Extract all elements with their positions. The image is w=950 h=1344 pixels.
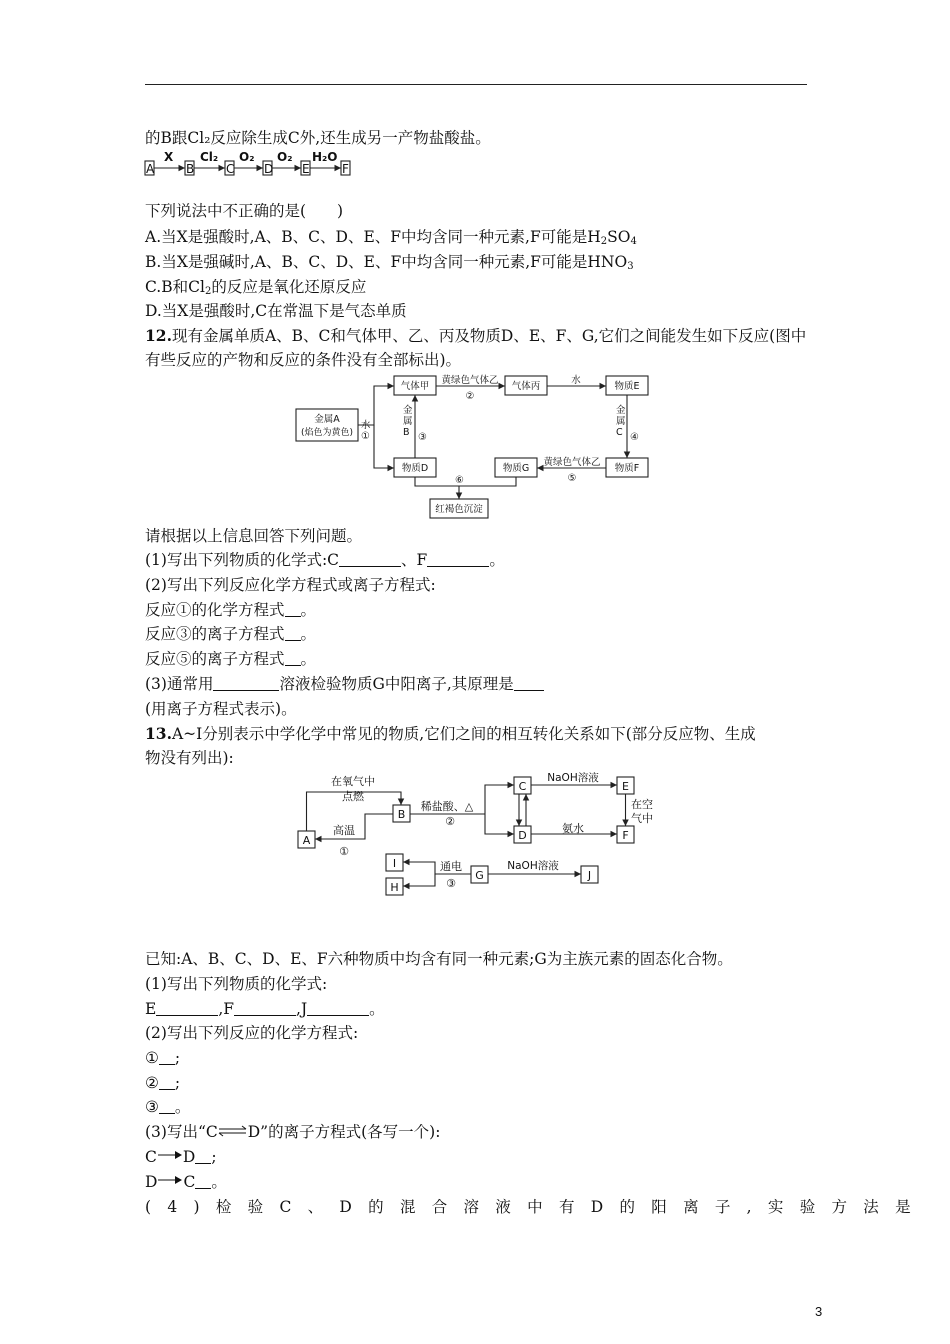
q12-blank-c[interactable] [339,552,401,567]
q12-reaction-5-end: 。 [300,650,317,668]
q13-reaction-diagram [295,770,665,902]
svg-text:①: ① [339,845,349,858]
q12-reaction-1-end: 。 [300,601,317,619]
box-substance-d [394,458,436,477]
svg-text:气中: 气中 [631,812,653,825]
svg-text:在氧气中: 在氧气中 [331,775,375,788]
svg-text:③: ③ [418,432,427,443]
q13-equation-1 [145,1048,180,1068]
svg-text:H: H [390,881,399,894]
svg-text:C: C [518,780,527,793]
svg-text:属: 属 [616,416,626,427]
chain-label-cl2: Cl₂ [200,150,219,164]
svg-text:C: C [226,162,235,176]
q13-d-to-c [145,1172,227,1192]
q12-part3-text-b: 溶液检验物质G中阳离子,其原理是 [279,675,514,693]
q11-stem: 下列说法中不正确的是( ) [145,202,344,220]
q13-stem-line1 [145,724,756,744]
svg-text:F: F [622,829,629,842]
svg-text:(焰色为黄色): (焰色为黄色) [300,428,354,438]
q13-d-to-c-from: D [145,1173,158,1191]
q12-number: 12. [145,326,172,345]
right-arrow-icon [157,1150,183,1160]
q12-part3-text-a: (3)通常用 [145,675,214,693]
q11-option-b-sub: 3 [627,261,634,272]
chain-node-f [341,161,350,176]
q13-eq2-label: ② [145,1074,159,1092]
svg-text:A: A [302,834,311,847]
box-metal-a [296,409,358,441]
q13-part4: (4)检验C、D的混合溶液中有D的阳离子,实验方法是 [145,1198,927,1216]
svg-text:G: G [475,869,484,882]
q13-blank-eq2[interactable] [159,1075,175,1090]
svg-text:I: I [392,857,397,870]
box-d [514,826,531,843]
svg-text:稀盐酸、△: 稀盐酸、△ [420,800,474,813]
svg-text:金: 金 [403,405,413,416]
q13-blank-f[interactable] [234,1001,296,1016]
q11-option-c-sub: 2 [204,286,212,297]
chain-node-a [145,161,155,176]
header-rule [145,84,807,85]
q12-reaction-3-text: 反应③的离子方程式 [145,625,285,643]
q13-number: 13. [145,724,172,743]
q12-reaction-1-text: 反应①的化学方程式 [145,601,285,619]
chain-label-h2o: H₂O [312,150,338,164]
svg-text:③: ③ [446,877,456,890]
q13-d-to-c-to: C [183,1173,196,1191]
svg-text:E: E [302,162,310,176]
svg-text:气体丙: 气体丙 [511,381,541,392]
q13-blank-j[interactable] [307,1001,369,1016]
q13-part3-text-b: D”的离子方程式(各写一个): [247,1123,441,1141]
q13-eq1-label: ① [145,1049,159,1067]
svg-text:NaOH溶液: NaOH溶液 [507,860,559,872]
chain-label-x: X [164,150,174,164]
q12-stem-line1 [145,326,806,346]
svg-text:D: D [518,829,527,842]
svg-text:B: B [403,427,410,438]
q13-blank-eq1[interactable] [159,1050,175,1065]
chain-node-c [225,161,234,176]
svg-text:C: C [616,427,623,438]
q13-blank-eq3[interactable] [159,1099,175,1114]
box-precipitate [430,499,488,518]
svg-text:物质G: 物质G [502,463,530,474]
q13-blank-c-to-d[interactable] [195,1149,211,1164]
q11-option-c[interactable] [145,277,366,302]
svg-text:②: ② [465,391,475,402]
q12-part1-text-b: 、F [401,551,428,569]
q12-blank-r1[interactable] [285,602,301,617]
q13-c-to-d-to: D [182,1148,196,1166]
chain-label-o2-1: O₂ [239,150,255,164]
svg-text:属: 属 [403,416,413,427]
q12-part1-text-a: (1)写出下列物质的化学式:C [145,551,340,569]
q11-option-a-mid: SO [607,228,631,246]
q13-stem-line2: 物没有列出): [145,749,234,767]
q13-part3 [145,1122,440,1142]
q11-option-d[interactable]: D.当X是强酸时,C在常温下是气态单质 [145,302,407,320]
svg-text:红褐色沉淀: 红褐色沉淀 [435,504,483,515]
q12-blank-reagent[interactable] [213,676,279,691]
q13-part2: (2)写出下列反应的化学方程式: [145,1024,359,1042]
q12-label-1: ① [361,431,370,442]
q13-c-to-d-end: ; [211,1148,217,1166]
q13-equation-3 [145,1097,190,1117]
q12-reaction-1 [145,600,316,620]
svg-text:E: E [622,780,629,793]
q13-part1: (1)写出下列物质的化学式: [145,975,328,993]
q12-part3 [145,674,544,694]
q13-known: 已知:A、B、C、D、E、F六种物质中均含有同一种元素;G为主族元素的固态化合物。 [145,950,733,968]
svg-text:物质D: 物质D [401,463,429,474]
q12-intro: 请根据以上信息回答下列问题。 [145,527,363,545]
svg-text:通电: 通电 [440,860,462,873]
q13-equation-2 [145,1073,180,1093]
svg-text:A: A [146,162,155,176]
q11-continuation: 的B跟Cl₂反应除生成C外,还生成另一产物盐酸盐。 [145,129,491,147]
chain-node-b [185,161,194,176]
box-gas-bing [505,376,547,395]
q12-blank-principle[interactable] [514,676,544,691]
svg-text:黄绿色气体乙: 黄绿色气体乙 [441,375,499,386]
page-number: 3 [815,1304,823,1319]
q13-eq3-label: ③ [145,1098,159,1116]
svg-text:在空: 在空 [631,798,653,811]
q13-eq2-end: ; [174,1074,181,1092]
svg-text:物质F: 物质F [614,463,640,474]
q11-option-b-text: B.当X是强碱时,A、B、C、D、E、F中均含同一种元素,F可能是HNO [145,253,628,271]
chain-node-e [301,161,310,176]
box-e [617,777,634,794]
q12-reaction-3 [145,624,316,644]
q13-part3-text-a: (3)写出“C [145,1123,218,1141]
q12-blank-r5[interactable] [285,651,301,666]
q11-option-a-text: A.当X是强酸时,A、B、C、D、E、F中均含同一种元素,F可能是H [145,228,601,246]
q13-label-j: ,J [296,1000,308,1018]
q13-d-to-c-end: 。 [211,1173,227,1191]
svg-text:点燃: 点燃 [342,790,364,803]
q11-option-c-text: C.B和Cl [145,278,205,296]
q11-option-a[interactable] [145,227,637,252]
q13-eq3-end: 。 [174,1098,191,1116]
box-h [386,878,403,895]
q11-option-a-sub2: 4 [630,236,637,247]
svg-text:②: ② [445,815,455,828]
q11-option-a-sub1: 2 [600,236,608,247]
chain-node-d [263,161,273,176]
svg-text:NaOH溶液: NaOH溶液 [547,772,599,784]
q12-stem1: 现有金属单质A、B、C和气体甲、乙、丙及物质D、E、F、G,它们之间能发生如下反应(图中 [171,327,807,345]
q12-reaction-3-end: 。 [300,625,317,643]
svg-text:B: B [397,808,406,821]
box-gas-jia [394,376,436,395]
svg-text:④: ④ [630,432,639,443]
box-j [581,866,598,883]
q13-part1-answers [145,999,385,1019]
q11-chain-diagram [140,148,360,180]
box-a [298,831,315,848]
box-c [514,777,531,794]
svg-text:物质E: 物质E [614,381,640,392]
q12-reaction-diagram [290,372,660,522]
q13-c-to-d [145,1147,217,1167]
q13-stem1: A~I分别表示中学化学中常见的物质,它们之间的相互转化关系如下(部分反应物、生成 [171,725,756,743]
q12-part1 [145,550,505,570]
svg-text:D: D [264,162,274,176]
q11-option-c-post: 的反应是氧化还原反应 [211,278,367,296]
svg-text:高温: 高温 [333,824,355,837]
q12-stem-line2: 有些反应的产物和反应的条件没有全部标出)。 [145,351,462,369]
svg-text:J: J [587,869,592,882]
q12-reaction-5-text: 反应⑤的离子方程式 [145,650,285,668]
q11-option-b[interactable] [145,252,634,277]
svg-text:B: B [186,162,195,176]
equilibrium-arrow-icon [218,1125,248,1137]
box-substance-g [495,458,537,477]
q13-label-f: ,F [218,1000,235,1018]
q13-blank-d-to-c[interactable] [195,1174,211,1189]
svg-text:黄绿色气体乙: 黄绿色气体乙 [543,457,601,468]
svg-text:金属A: 金属A [314,414,340,425]
q12-part1-text-c: 。 [489,551,505,569]
box-substance-e [606,376,648,395]
q13-part1-end: 。 [369,1000,385,1018]
svg-text:氨水: 氨水 [562,822,584,835]
box-f [617,826,634,843]
q13-blank-e[interactable] [156,1001,218,1016]
chain-label-o2-2: O₂ [277,150,293,164]
svg-text:气体甲: 气体甲 [400,381,430,392]
svg-text:F: F [342,162,349,176]
svg-text:金: 金 [616,405,626,416]
box-g [471,866,488,883]
svg-text:⑤: ⑤ [567,473,577,484]
svg-text:⑥: ⑥ [455,475,464,486]
right-arrow-icon [157,1175,183,1185]
q13-c-to-d-from: C [145,1148,157,1166]
svg-text:水: 水 [571,375,581,386]
q12-part2: (2)写出下列反应化学方程式或离子方程式: [145,576,436,594]
q13-eq1-end: ; [174,1049,181,1067]
q13-label-e: E [145,1000,157,1018]
box-b [393,805,410,822]
q12-reaction-5 [145,649,316,669]
q12-blank-r3[interactable] [285,626,301,641]
box-substance-f [606,458,648,477]
q12-blank-f[interactable] [427,552,489,567]
q12-label-water1: 水 [361,420,371,431]
box-i [386,854,403,871]
q12-part3-note: (用离子方程式表示)。 [145,700,297,718]
